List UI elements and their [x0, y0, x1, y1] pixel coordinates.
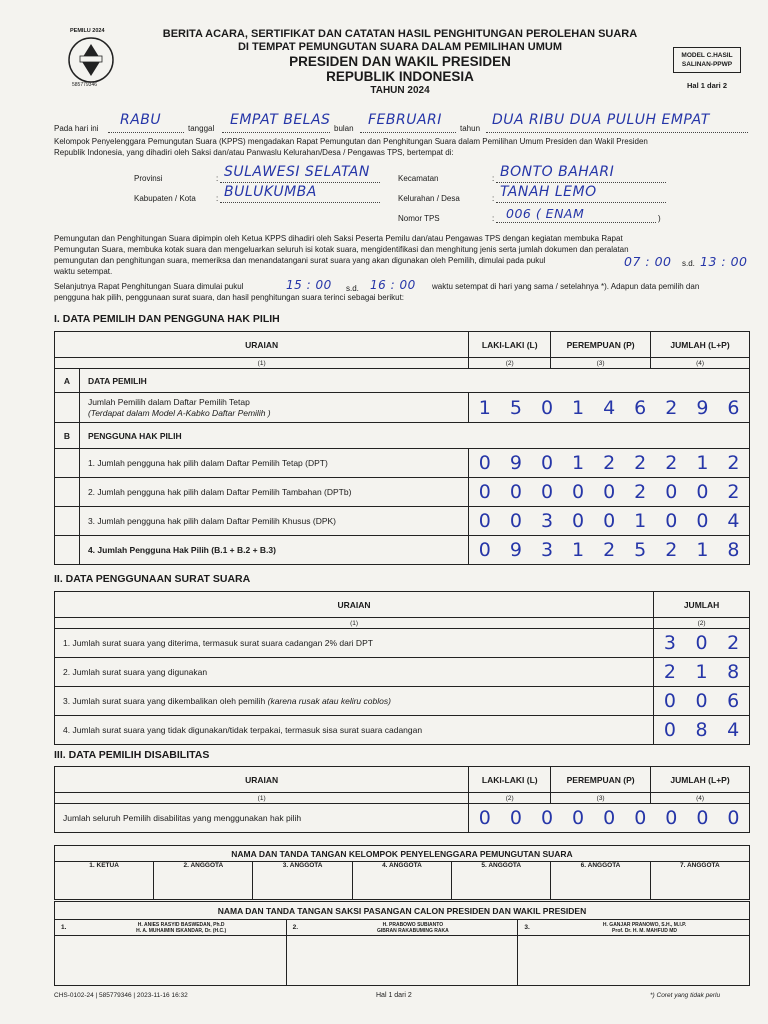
s1-b-letter: B — [55, 423, 80, 449]
s1-row1-digits — [469, 449, 749, 477]
s1-n4: (4) — [651, 358, 750, 369]
digit: 0 — [696, 481, 709, 503]
digit: 9 — [509, 539, 522, 561]
digit: 0 — [634, 807, 647, 829]
s2-col-uraian: URAIAN — [55, 592, 654, 618]
digit: 2 — [603, 452, 616, 474]
digit: 3 — [663, 632, 676, 654]
logo-top-text: PEMILU 2024 — [70, 28, 105, 34]
digit: 0 — [663, 690, 676, 712]
s2-row3-digits — [654, 687, 749, 715]
kpu-logo — [62, 30, 120, 90]
digit: 0 — [478, 539, 491, 561]
kecamatan-label: Kecamatan — [398, 174, 439, 183]
digit: 1 — [478, 396, 491, 419]
digit: 9 — [509, 452, 522, 474]
kpps-col-2: 2. ANGGOTA — [154, 862, 253, 900]
s3-col-uraian: URAIAN — [55, 767, 469, 793]
signature-table — [54, 845, 750, 900]
digit: 0 — [540, 396, 554, 419]
document-header — [150, 28, 650, 98]
intro-pada-hari-ini: Pada hari ini — [54, 124, 99, 133]
footer-note: *) Coret yang tidak perlu — [650, 992, 721, 999]
digit: 2 — [634, 452, 647, 474]
s2-row1-label: 1. Jumlah surat suara yang diterima, termasuk surat suara cadangan 2% dari DPT — [55, 629, 654, 658]
digit: 3 — [540, 510, 554, 532]
tps-close: ) — [658, 214, 661, 223]
s3-n4: (4) — [651, 793, 750, 804]
digit: 0 — [665, 807, 678, 829]
model-line1: MODEL C.HASIL — [681, 52, 733, 59]
kpps-col-3: 3. ANGGOTA — [253, 862, 352, 900]
s1-a-title: DATA PEMILIH — [79, 369, 749, 393]
s2-n1: (1) — [55, 618, 654, 629]
digit: 5 — [509, 396, 522, 419]
tanggal-value: EMPAT BELAS — [230, 112, 331, 128]
digit: 9 — [696, 396, 709, 419]
digit: 3 — [540, 539, 554, 561]
s1-row3-digits — [469, 507, 749, 535]
saksi-3-no: 3. — [518, 920, 540, 936]
digit: 0 — [478, 452, 491, 474]
digit: 0 — [695, 632, 708, 654]
header-line3: PRESIDEN DAN WAKIL PRESIDEN — [289, 54, 511, 69]
s2-row2-label: 2. Jumlah surat suara yang digunakan — [55, 658, 654, 687]
digit: 2 — [665, 452, 678, 474]
kpps-col-6: 6. ANGGOTA — [551, 862, 650, 900]
s1-a1-digits — [469, 394, 749, 422]
s1-col-p: PEREMPUAN (P) — [551, 332, 651, 358]
saksi-2-line2: GIBRAN RAKABUMING RAKA — [377, 927, 449, 934]
digit: 8 — [727, 539, 740, 561]
para-p4: waktu setempat. — [54, 267, 113, 276]
s2-n2: (2) — [654, 618, 750, 629]
tps-label: Nomor TPS — [398, 214, 440, 223]
digit: 2 — [727, 632, 740, 654]
s3-col-j: JUMLAH (L+P) — [651, 767, 750, 793]
provinsi-label: Provinsi — [134, 174, 163, 183]
kpps-col-1: 1. KETUA — [55, 862, 154, 900]
s1-col-l: LAKI-LAKI (L) — [469, 332, 551, 358]
para-p5-time2: 16 : 00 — [370, 278, 416, 292]
provinsi-value: SULAWESI SELATAN — [224, 164, 370, 180]
saksi-1-line1: H. ANIES RASYID BASWEDAN, Ph.D — [137, 921, 225, 928]
digit: 2 — [665, 396, 678, 419]
para-p3: pemungutan dan penghitungan suara, memeriksa dan menandatangani surat suara yang akan digunakan oleh Pemilih, dimulai pada pukul — [54, 256, 546, 265]
digit: 2 — [663, 661, 676, 683]
s2-row3-label-italic: (karena rusak atau keliru coblos) — [267, 696, 391, 706]
digit: 6 — [727, 690, 740, 712]
s2-row4-label: 4. Jumlah surat suara yang tidak digunakan/tidak terpakai, termasuk sisa surat suara cadangan — [55, 716, 654, 745]
digit: 1 — [634, 510, 647, 532]
intro-tanggal: tanggal — [188, 124, 215, 133]
kelurahan-label: Kelurahan / Desa — [398, 194, 460, 203]
para-p5a: Selanjutnya Rapat Penghitungan Suara dimulai pukul — [54, 282, 244, 291]
footer-page: Hal 1 dari 2 — [376, 992, 412, 999]
section3-title: III. DATA PEMILIH DISABILITAS — [54, 749, 210, 761]
digit: 1 — [572, 452, 585, 474]
footer-code: CHS-0102-24 | 585779346 | 2023-11-16 16:32 — [54, 992, 188, 999]
section2-title: II. DATA PENGGUNAAN SURAT SUARA — [54, 573, 251, 585]
kecamatan-value: BONTO BAHARI — [500, 164, 615, 180]
digit: 4 — [727, 510, 740, 532]
s1-n2: (2) — [469, 358, 551, 369]
s2-row3-label: 3. Jumlah surat suara yang dikembalikan oleh pemilih — [63, 696, 266, 706]
s2-row1-digits — [654, 629, 749, 657]
para-p5b: waktu setempat di hari yang sama / setelahnya *). Adapun data pemilih dan — [432, 282, 700, 291]
s2-col-j: JUMLAH — [654, 592, 750, 618]
digit: 1 — [696, 452, 709, 474]
s1-a1-line2: (Terdapat dalam Model A-Kabko Daftar Pemilih ) — [87, 407, 271, 418]
section2-table — [54, 591, 750, 745]
para-sd1: s.d. — [682, 259, 695, 268]
header-line1: BERITA ACARA, SERTIFIKAT DAN CATATAN HASIL PENGHITUNGAN PEROLEHAN SUARA — [162, 28, 638, 40]
s1-row1-label: 1. Jumlah pengguna hak pilih dalam Daftar Pemilih Tetap (DPT) — [79, 449, 468, 478]
tahun-value: DUA RIBU DUA PULUH EMPAT — [492, 112, 710, 128]
digit: 0 — [696, 510, 709, 532]
s2-row4-digits — [654, 716, 749, 744]
digit: 1 — [572, 539, 585, 561]
digit: 2 — [727, 452, 740, 474]
digit: 1 — [572, 396, 585, 419]
kabupaten-label: Kabupaten / Kota — [134, 194, 196, 203]
saksi-2-line1: H. PRABOWO SUBIANTO — [382, 921, 444, 928]
digit: 0 — [572, 481, 585, 503]
kpps-col-4: 4. ANGGOTA — [352, 862, 451, 900]
digit: 0 — [663, 719, 676, 741]
model-line2: SALINAN-PPWP — [681, 61, 733, 68]
digit: 1 — [695, 661, 708, 683]
digit: 2 — [727, 481, 740, 503]
digit: 8 — [727, 661, 740, 683]
header-line4: REPUBLIK INDONESIA — [326, 69, 474, 84]
s1-b-title: PENGGUNA HAK PILIH — [79, 423, 749, 449]
digit: 4 — [727, 719, 740, 741]
digit: 4 — [603, 396, 616, 419]
s1-row4-label: 4. Jumlah Pengguna Hak Pilih (B.1 + B.2 + B.3) — [79, 536, 468, 565]
s3-n1: (1) — [55, 793, 469, 804]
para-time1: 07 : 00 — [624, 254, 672, 269]
digit: 1 — [696, 539, 709, 561]
digit: 0 — [478, 510, 491, 532]
section1-title: I. DATA PEMILIH DAN PENGGUNA HAK PILIH — [54, 313, 280, 325]
para-p5-time1: 15 : 00 — [286, 278, 332, 292]
digit: 0 — [727, 807, 740, 829]
digit: 0 — [665, 481, 678, 503]
s1-a-letter: A — [55, 369, 80, 393]
digit: 6 — [634, 396, 647, 419]
digit: 2 — [665, 539, 678, 561]
kpps-col-7: 7. ANGGOTA — [650, 862, 749, 900]
para-time2: 13 : 00 — [700, 254, 748, 269]
kelurahan-value: TANAH LEMO — [500, 184, 597, 200]
model-box — [673, 47, 741, 73]
digit: 0 — [603, 481, 616, 503]
saksi-2-no: 2. — [286, 920, 308, 936]
digit: 0 — [540, 481, 554, 503]
kpps-title: NAMA DAN TANDA TANGAN KELOMPOK PENYELENGGARA PEMUNGUTAN SUARA — [55, 846, 750, 862]
saksi-table — [54, 901, 750, 986]
saksi-3-line2: Prof. Dr. H. M. MAHFUD MD — [612, 927, 678, 934]
saksi-1-no: 1. — [55, 920, 77, 936]
saksi-1-line2: H. A. MUHAIMIN ISKANDAR, Dr. (H.C.) — [136, 927, 227, 934]
digit: 0 — [603, 807, 616, 829]
s3-col-p: PEREMPUAN (P) — [551, 767, 651, 793]
tps-value: 006 ( ENAM — [506, 206, 585, 221]
digit: 0 — [572, 510, 585, 532]
para-sd2: s.d. — [346, 284, 359, 293]
digit: 8 — [695, 719, 708, 741]
logo-bottom-text: 585779346 — [72, 82, 98, 88]
s3-row-label: Jumlah seluruh Pemilih disabilitas yang menggunakan hak pilih — [55, 804, 469, 833]
digit: 0 — [695, 690, 708, 712]
digit: 0 — [603, 510, 616, 532]
kpps-col-5: 5. ANGGOTA — [452, 862, 551, 900]
section3-table — [54, 766, 750, 833]
digit: 6 — [727, 396, 740, 419]
digit: 0 — [696, 807, 709, 829]
section1-table — [54, 331, 750, 565]
digit: 0 — [478, 807, 491, 829]
digit: 5 — [634, 539, 647, 561]
header-line2: DI TEMPAT PEMUNGUTAN SUARA DALAM PEMILIHAN UMUM — [237, 41, 563, 53]
s1-row4-digits — [469, 536, 749, 564]
s1-row2-digits — [469, 478, 749, 506]
intro-tahun: tahun — [460, 124, 481, 133]
saksi-title: NAMA DAN TANDA TANGAN SAKSI PASANGAN CALON PRESIDEN DAN WAKIL PRESIDEN — [55, 902, 750, 920]
digit: 2 — [634, 481, 647, 503]
digit: 0 — [572, 807, 585, 829]
s1-a1-line1: Jumlah Pemilih dalam Daftar Pemilih Tetap — [87, 396, 250, 407]
saksi-3-line1: H. GANJAR PRANOWO, S.H., M.I.P. — [602, 921, 687, 928]
para-p6: pengguna hak pilih, penggunaan surat suara, dan hasil penghitungan suara terinci sebagai berikut: — [54, 293, 405, 302]
digit: 0 — [509, 481, 522, 503]
s2-row2-digits — [654, 658, 749, 686]
para-p1: Pemungutan dan Penghitungan Suara dipimpin oleh Ketua KPPS dihadiri oleh Saksi Peserta Pemilu dan/atau Pengawas TPS dengan kegiatan membuka Rapat — [54, 234, 623, 243]
s3-n2: (2) — [469, 793, 551, 804]
intro-text2: Republik Indonesia, yang dihadiri oleh Saksi dan/atau Panwaslu Kelurahan/Desa / Pengawas TPS, bertempat di: — [54, 148, 454, 157]
s1-row2-label: 2. Jumlah pengguna hak pilih dalam Daftar Pemilih Tambahan (DPTb) — [79, 478, 468, 507]
s1-col-j: JUMLAH (L+P) — [651, 332, 750, 358]
s3-n3: (3) — [551, 793, 651, 804]
hari-value: RABU — [120, 112, 162, 128]
digit: 0 — [540, 452, 554, 474]
digit: 0 — [540, 807, 554, 829]
s3-row-digits — [469, 804, 749, 832]
digit: 0 — [509, 807, 522, 829]
s1-n3: (3) — [551, 358, 651, 369]
s3-col-l: LAKI-LAKI (L) — [469, 767, 551, 793]
s1-row3-label: 3. Jumlah pengguna hak pilih dalam Daftar Pemilih Khusus (DPK) — [79, 507, 468, 536]
kabupaten-value: BULUKUMBA — [224, 184, 317, 200]
para-p2: Pemungutan Suara, membuka kotak suara dan mengeluarkan seluruh isi kotak suara, mengidentifikasi dan menghitung jenis serta jumlah dokumen dan peralatan — [54, 245, 629, 254]
digit: 0 — [478, 481, 491, 503]
intro-bulan: bulan — [334, 124, 354, 133]
page-number-top: Hal 1 dari 2 — [686, 81, 728, 90]
s1-n1: (1) — [55, 358, 469, 369]
header-line5: TAHUN 2024 — [370, 85, 430, 96]
s1-col-uraian: URAIAN — [55, 332, 469, 358]
digit: 0 — [665, 510, 678, 532]
digit: 0 — [509, 510, 522, 532]
bulan-value: FEBRUARI — [368, 112, 442, 128]
intro-text1: Kelompok Penyelenggara Pemungutan Suara (KPPS) mengadakan Rapat Pemungutan dan Penghitungan Suara dalam Pemilihan Umum Presiden dan Wakil Presiden — [54, 137, 648, 146]
digit: 2 — [603, 539, 616, 561]
